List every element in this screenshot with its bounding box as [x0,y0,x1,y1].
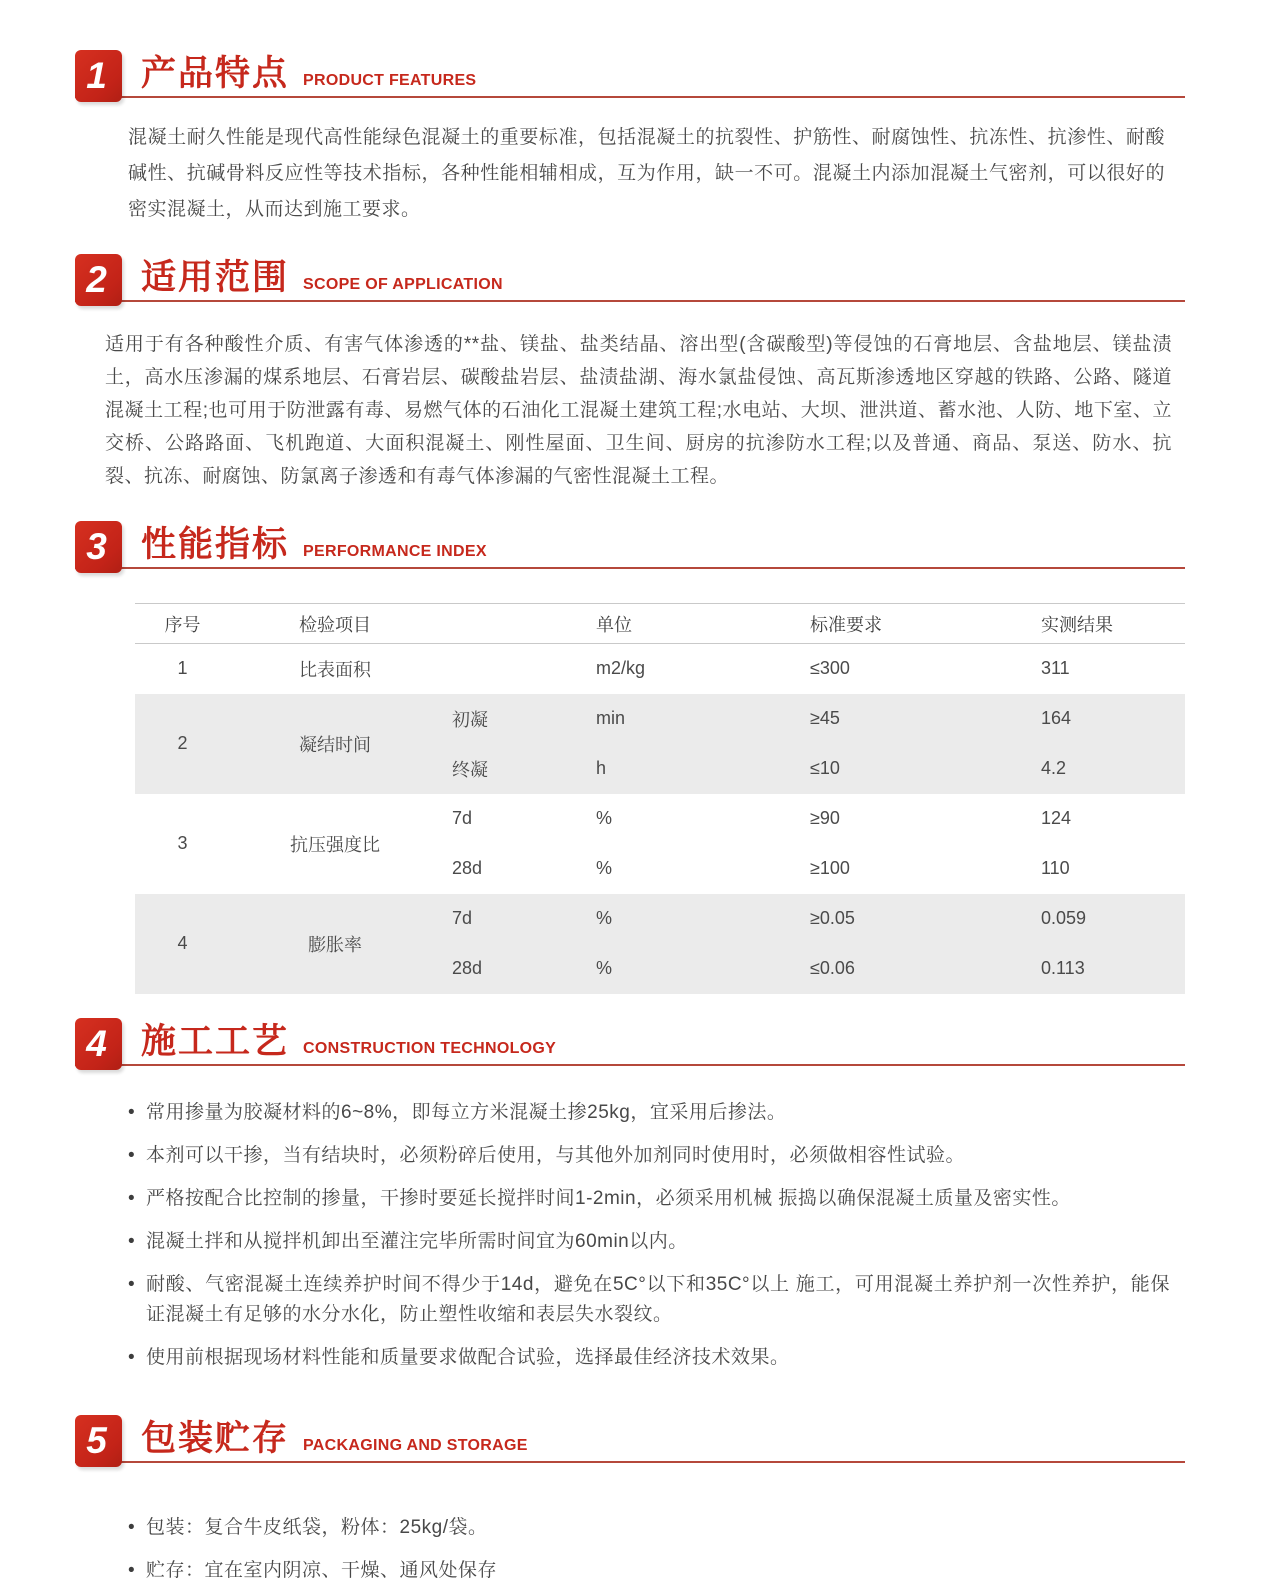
cell-req: ≥0.05 [810,908,855,928]
section-2-number: 2 [86,259,107,300]
section-4-title: 施工工艺 [141,1021,290,1061]
cell-sub [440,644,590,694]
section-3-header [75,521,1185,575]
header-no: 序号 [164,614,201,635]
cell-item: 比表面积 [299,659,371,680]
bullet-item: • 严格按配合比控制的掺量，干掺时要延长搅拌时间1-2min，必须采用机械 振捣以确保混凝土质量及密实性。 [128,1184,1170,1214]
section-2-subtitle: SCOPE OF APPLICATION [303,276,503,293]
cell-req: ≤300 [810,658,850,679]
cell-no: 2 [177,733,188,753]
section-4-header [75,1018,1185,1072]
section-3-subtitle: PERFORMANCE INDEX [303,543,487,560]
cell-result: 110 [1041,858,1070,878]
header-sub [440,604,590,644]
section-4-titles [141,1014,556,1064]
section-1-header [75,50,1185,104]
section-1-number-badge [75,50,122,102]
section-5-subtitle: PACKAGING AND STORAGE [303,1436,528,1454]
header-req: 标准要求 [810,614,882,635]
cell-result: 0.113 [1041,958,1085,978]
table-row [135,894,1185,944]
bullet-item: • 包装：复合牛皮纸袋，粉体：25kg/袋。 [128,1513,1170,1543]
section-2-number-badge [75,254,122,306]
cell-unit: m2/kg [596,658,646,679]
table-row [135,644,1185,694]
section-5-number: 5 [86,1419,107,1461]
cell-req: ≤10 [810,758,840,778]
cell-no: 3 [177,833,188,853]
table-row [135,694,1185,744]
section-1-body: 混凝土耐久性能是现代高性能绿色混凝土的重要标准，包括混凝土的抗裂性、护筋性、耐腐蚀性、抗冻性、抗渗性、耐酸碱性、抗碱骨料反应性等技术指标，各种性能相辅相成，互为作用，缺一不可。混凝土内添加混凝土气密剂，可以很好的密实混凝土，从而达到施工要求。 [128,127,1165,220]
cell-item: 凝结时间 [299,734,371,755]
cell-sub: 28d [452,958,483,978]
section-5-number-badge [75,1415,122,1467]
section-3-title: 性能指标 [141,525,290,564]
cell-unit: h [596,758,607,778]
section-1-subtitle: PRODUCT FEATURES [303,72,477,89]
section-5-bullet-list [128,1513,1170,1586]
section-4-underline [75,1064,1185,1066]
bullet-item: • 使用前根据现场材料性能和质量要求做配合试验，选择最佳经济技术效果。 [128,1343,1170,1373]
section-5-titles [141,1411,528,1461]
cell-sub: 7d [452,808,473,828]
section-1-underline [75,96,1185,98]
cell-req: ≥100 [810,858,850,878]
section-1-titles [141,46,476,96]
section-3-number-badge [75,521,122,573]
section-2-body: 适用于有各种酸性介质、有害气体渗透的**盐、镁盐、盐类结晶、溶出型(含碳酸型)等侵蚀的石膏地层、含盐地层、镁盐渍土，高水压渗漏的煤系地层、石膏岩层、碳酸盐岩层、盐渍盐湖、海水氯盐侵蚀、高瓦斯渗透地区穿越的铁路、公路、隧道混凝土工程;也可用于防泄露有毒、易燃气体的石油化工混凝土建筑工程;水电站、大坝、泄洪道、蓄水池、人防、地下室、立交桥、公路路面、飞机跑道、大面积混凝土、刚性屋面、卫生间、厨房的抗渗防水工程;以及普通、商品、泵送、防水、抗裂、抗冻、耐腐蚀、防氯离子渗透和有毒气体渗漏的气密性混凝土工程。 [105,334,1172,487]
section-1-title: 产品特点 [141,54,290,93]
cell-sub: 终凝 [452,759,488,780]
section-4-number: 4 [86,1022,107,1064]
section-2-header [75,254,1185,308]
cell-result: 164 [1041,708,1072,728]
cell-result: 4.2 [1041,758,1067,778]
cell-req: ≥45 [810,708,840,728]
cell-req: ≥90 [810,808,840,828]
cell-unit: % [596,858,613,878]
cell-req: ≤0.06 [810,958,855,978]
section-5-header [75,1415,1185,1469]
cell-unit: % [596,908,613,928]
section-3-underline [75,567,1185,569]
bullet-item: • 耐酸、气密混凝土连续养护时间不得少于14d，避免在5C°以下和35C°以上 施工，可用混凝土养护剂一次性养护，能保证混凝土有足够的水分水化，防止塑性收缩和表层失水裂纹。 [128,1270,1170,1330]
cell-sub: 初凝 [452,709,488,730]
cell-result: 311 [1041,658,1070,679]
header-unit: 单位 [596,614,632,635]
table-row [135,794,1185,844]
section-2-underline [75,300,1185,302]
performance-index-table [135,603,1185,994]
cell-unit: % [596,808,613,828]
bullet-item: • 贮存：宜在室内阴凉、干燥、通风处保存 [128,1556,1170,1586]
cell-item: 膨胀率 [308,934,362,955]
cell-result: 124 [1041,808,1072,828]
table-header-row [135,604,1185,644]
section-5-title: 包装贮存 [141,1418,290,1458]
cell-sub: 28d [452,858,483,878]
section-1-number: 1 [86,55,107,96]
section-2-titles [141,250,503,300]
section-4-bullet-list [128,1098,1170,1373]
section-3-titles [141,517,487,567]
bullet-item: • 混凝土拌和从搅拌机卸出至灌注完毕所需时间宜为60min以内。 [128,1227,1170,1257]
cell-unit: min [596,708,626,728]
bullet-item: • 常用掺量为胶凝材料的6~8%，即每立方米混凝土掺25kg，宜采用后掺法。 [128,1098,1170,1128]
section-4-number-badge [75,1018,122,1070]
header-result: 实测结果 [1041,614,1113,635]
cell-unit: % [596,958,613,978]
section-4-subtitle: CONSTRUCTION TECHNOLOGY [303,1039,557,1057]
section-5-underline [75,1461,1185,1463]
section-3-number: 3 [86,526,107,567]
cell-result: 0.059 [1041,908,1087,928]
cell-no: 1 [177,658,188,679]
cell-sub: 7d [452,908,473,928]
cell-item: 抗压强度比 [290,834,380,855]
header-item: 检验项目 [299,614,371,635]
cell-no: 4 [177,933,188,953]
bullet-item: • 本剂可以干掺，当有结块时，必须粉碎后使用，与其他外加剂同时使用时，必须做相容性试验。 [128,1141,1170,1171]
section-2-title: 适用范围 [141,258,290,297]
performance-table-body [135,644,1185,994]
